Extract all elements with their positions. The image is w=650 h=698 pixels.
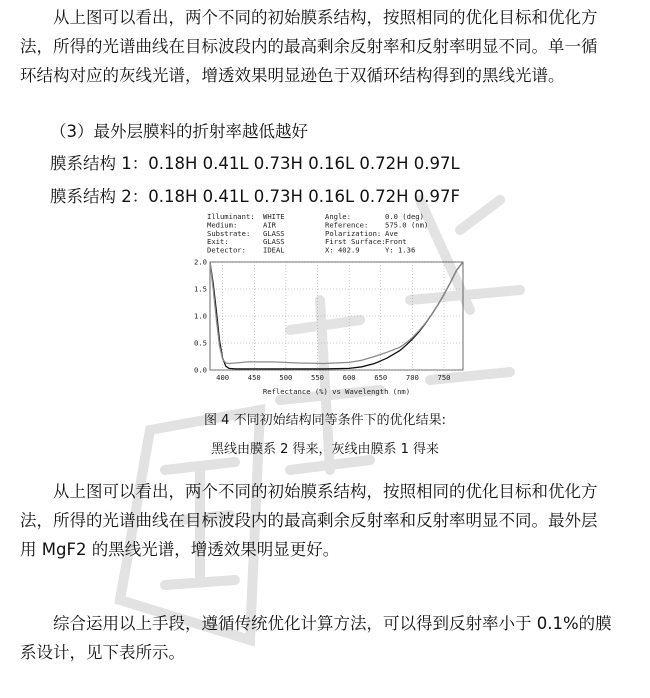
paragraph-2-line-3: 用 MgF2 的黑线光谱，增透效果明显更好。 [20,540,340,559]
paragraph-1-line-1: 从上图可以看出，两个不同的初始膜系结构，按照相同的优化目标和优化方 [53,8,598,27]
header-right-value: Ave [385,228,398,238]
header-left-value: GLASS [263,228,285,238]
header-left-value: IDEAL [263,245,285,255]
structure-1: 膜系结构 1：0.18H 0.41L 0.73H 0.16L 0.72H 0.97L [50,154,460,173]
paragraph-3-line-2: 系设计，见下表所示。 [20,643,185,662]
header-left-label: Exit: [207,237,229,247]
header-right-label: Reference: [325,220,369,230]
x-tick-label: 650 [374,373,388,382]
x-tick-label: 450 [247,373,261,382]
x-axis-label: Reflectance (%) vs Wavelength (nm) [262,387,411,396]
series-line [210,262,463,364]
x-tick-label: 700 [405,373,419,382]
y-tick-label: 1.0 [194,311,207,321]
y-tick-label: 2.0 [194,257,207,267]
header-left-label: Detector: [207,245,246,255]
header-left-value: WHITE [263,212,285,221]
x-tick-label: 600 [342,373,356,382]
y-tick-label: 0.5 [194,338,207,348]
structure-2: 膜系结构 2：0.18H 0.41L 0.73H 0.16L 0.72H 0.97F [50,187,460,206]
header-right-value: Front [385,237,407,247]
header-right-value: 0.0 (deg) [385,212,424,221]
header-right-label: Angle: [325,212,351,221]
paragraph-2-line-1: 从上图可以看出，两个不同的初始膜系结构，按照相同的优化目标和优化方 [53,482,598,501]
chart-plot-area [194,258,463,397]
series-line [210,262,463,369]
header-right-label: First Surface: [325,237,386,247]
x-tick-label: 750 [437,373,451,382]
header-left-value: AIR [263,220,276,230]
y-tick-label: 0.0 [194,365,207,375]
paragraph-3-line-1: 综合运用以上手段，遵循传统优化计算方法，可以得到反射率小于 0.1%的膜 [53,614,612,633]
y-tick-label: 1.5 [194,284,207,294]
figure-subcaption: 黑线由膜系 2 得来，灰线由膜系 1 得来 [210,442,440,457]
x-tick-label: 500 [279,373,293,382]
section-heading-3: （3）最外层膜料的折射率越低越好 [50,122,308,141]
x-tick-label: 550 [311,373,325,382]
header-left-label: Illuminant: [207,212,255,221]
x-tick-label: 400 [216,373,230,382]
header-right-label: Polarization: [325,228,382,238]
header-left-value: GLASS [263,237,285,247]
paragraph-1 [20,3,635,90]
header-right-label: X: 402.9 [325,245,360,255]
chart-header [207,212,428,255]
header-right-value: Y: 1.36 [385,245,416,255]
paragraph-1-line-3: 环结构对应的灰线光谱，增透效果明显逊色于双循环结构得到的黑线光谱。 [20,66,565,85]
paragraph-2-line-2: 法，所得的光谱曲线在目标波段内的最高剩余反射率和反射率明显不同。最外层 [20,511,598,530]
header-left-label: Substrate: [207,228,251,238]
paragraph-2 [20,477,635,564]
paragraph-3 [20,609,635,667]
paragraph-1-line-2: 法，所得的光谱曲线在目标波段内的最高剩余反射率和反射率明显不同。单一循 [20,37,598,56]
figure-caption: 图 4 不同初始结构同等条件下的优化结果: [204,413,446,428]
header-right-value: 575.0 (nm) [385,220,429,230]
header-left-label: Medium: [207,220,238,230]
reflectance-chart [185,210,470,402]
